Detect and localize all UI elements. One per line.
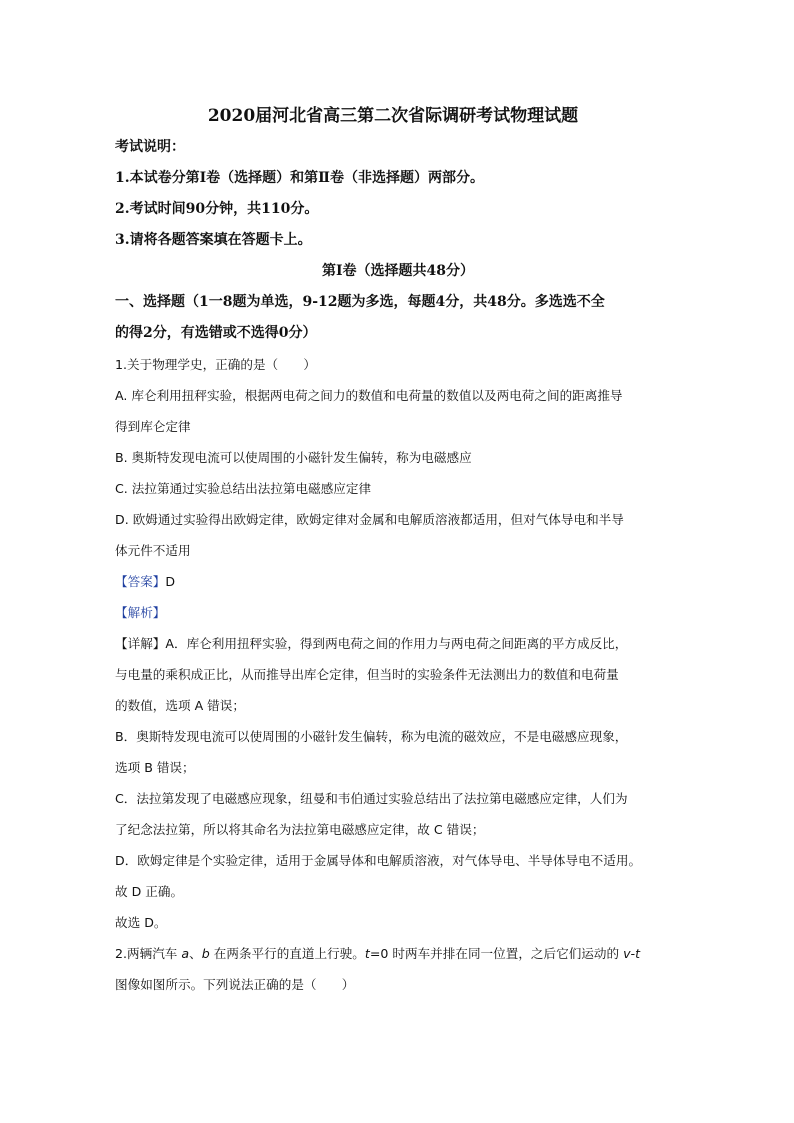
var-b: b bbox=[201, 946, 210, 961]
detail-c-cont: 了纪念法拉第，所以将其命名为法拉第电磁感应定律，故 C 错误； bbox=[115, 822, 485, 837]
var-vt: v-t bbox=[623, 946, 641, 961]
q2-sep: 、 bbox=[189, 946, 202, 961]
detail-b-cont: 选项 B 错误； bbox=[115, 760, 195, 775]
q2-text: 2.两辆汽车 bbox=[115, 946, 182, 961]
question-1-option-d-cont: 体元件不适用 bbox=[115, 543, 191, 558]
var-a: a bbox=[181, 946, 190, 961]
detail-label: 【详解】 bbox=[115, 636, 166, 651]
answer-line bbox=[115, 566, 681, 597]
section-title: 第Ⅰ卷（选择题共48分） bbox=[321, 263, 475, 279]
detail-c: C．法拉第发现了电磁感应现象，纽曼和韦伯通过实验总结出了法拉第电磁感应定律，人们为 bbox=[115, 791, 628, 806]
detail-a bbox=[115, 628, 681, 659]
detail-a-cont-2: 的数值，选项 A 错误； bbox=[115, 698, 245, 713]
exam-page bbox=[115, 100, 681, 1000]
detail-b: B．奥斯特发现电流可以使周围的小磁针发生偏转，称为电流的磁效应，不是电磁感应现象， bbox=[115, 729, 628, 744]
question-1-option-b: B. 奥斯特发现电流可以使周围的小磁针发生偏转，称为电磁感应 bbox=[115, 450, 472, 465]
instruction-item: 2.考试时间90分钟，共110分。 bbox=[115, 201, 319, 217]
q2-text: 在两条平行的直道上行驶。 bbox=[209, 946, 365, 961]
question-2-stem-cont: 图像如图所示。下列说法正确的是（ ） bbox=[115, 977, 355, 992]
question-1-option-d: D. 欧姆通过实验得出欧姆定律，欧姆定律对金属和电解质溶液都适用，但对气体导电和半导 bbox=[115, 512, 624, 527]
conclusion: 故选 D。 bbox=[115, 915, 167, 930]
question-2-stem bbox=[115, 938, 681, 969]
detail-a-cont: 与电量的乘积成正比，从而推导出库仑定律，但当时的实验条件无法测出力的数值和电荷量 bbox=[115, 667, 619, 682]
answer-label: 【答案】 bbox=[115, 574, 166, 589]
detail-d: D．欧姆定律是个实验定律，适用于金属导体和电解质溶液，对气体导电、半导体导电不适用。 bbox=[115, 853, 642, 868]
detail-d-cont: 故 D 正确。 bbox=[115, 884, 184, 899]
section-description-cont: 的得2分，有选错或不选得0分） bbox=[115, 325, 317, 341]
question-1-option-a: A. 库仑利用扭秤实验，根据两电荷之间力的数值和电荷量的数值以及两电荷之间的距离推导 bbox=[115, 388, 623, 403]
section-description: 一、选择题（1一8题为单选，9-12题为多选，每题4分，共48分。多选选不全 bbox=[115, 294, 605, 310]
analysis-label: 【解析】 bbox=[115, 605, 166, 620]
instruction-item: 3.请将各题答案填在答题卡上。 bbox=[115, 232, 312, 248]
detail-a-text: A．库仑利用扭秤实验，得到两电荷之间的作用力与两电荷之间距离的平方成反比， bbox=[165, 636, 628, 651]
question-1-option-c: C. 法拉第通过实验总结出法拉第电磁感应定律 bbox=[115, 481, 372, 496]
exam-title: 2020届河北省高三第二次省际调研考试物理试题 bbox=[207, 106, 579, 126]
question-1-option-a-cont: 得到库仑定律 bbox=[115, 419, 191, 434]
var-t: t bbox=[364, 946, 370, 961]
answer-value: D bbox=[165, 574, 176, 589]
question-1-stem: 1.关于物理学史，正确的是（ ） bbox=[115, 357, 316, 372]
instructions-heading: 考试说明： bbox=[115, 139, 185, 155]
instruction-item: 1.本试卷分第Ⅰ卷（选择题）和第Ⅱ卷（非选择题）两部分。 bbox=[115, 170, 484, 186]
q2-text: =0 时两车并排在同一位置，之后它们运动的 bbox=[369, 946, 624, 961]
